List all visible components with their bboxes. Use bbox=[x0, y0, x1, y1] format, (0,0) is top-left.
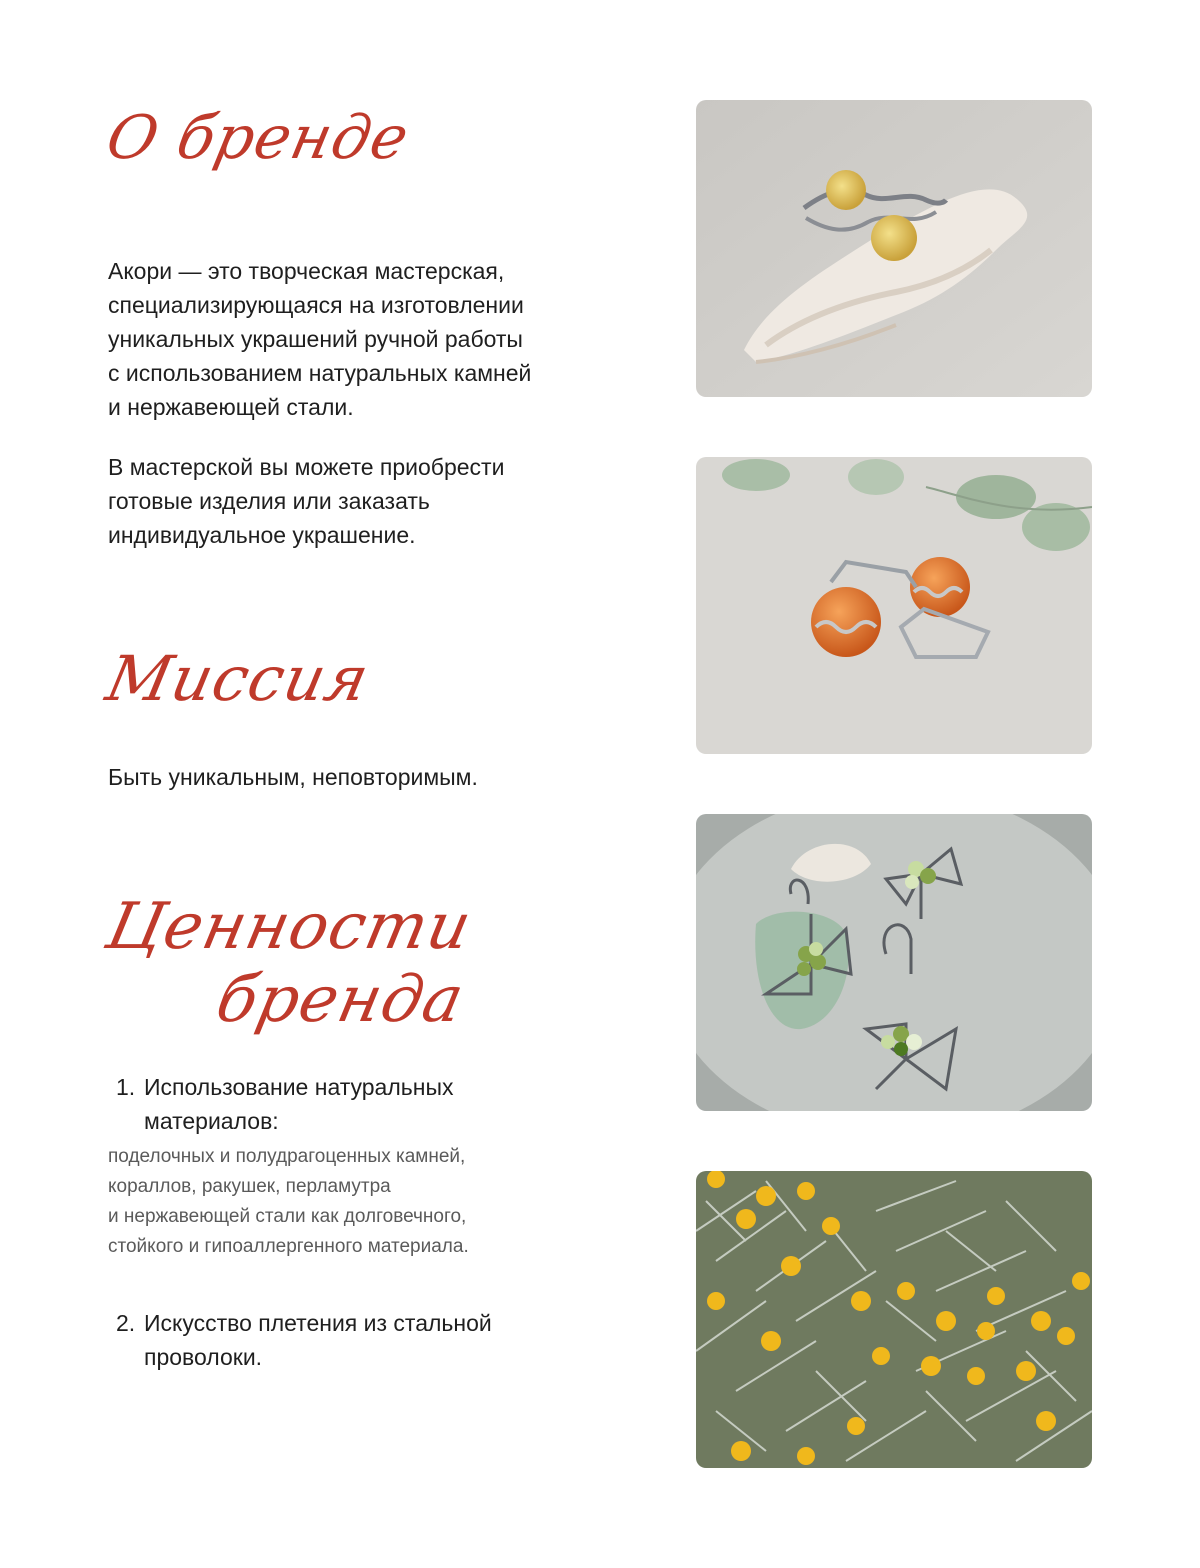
photo-santolina-flowers bbox=[696, 1171, 1092, 1468]
mission-heading: Миссия bbox=[100, 642, 376, 715]
values-item-number: 2. bbox=[116, 1310, 136, 1336]
values-item-text: Искусство плетения из стальной проволоки. bbox=[144, 1310, 492, 1370]
values-heading-line1: Ценности bbox=[100, 890, 479, 964]
photo-carnelian-earrings bbox=[696, 457, 1092, 754]
about-paragraph-2: В мастерской вы можете приобрести готовые изделия или заказать индивидуальное украшение. bbox=[108, 454, 505, 548]
values-item-1 bbox=[116, 1070, 556, 1138]
mission-text: Быть уникальным, неповторимым. bbox=[108, 764, 478, 790]
values-heading-line2: бренда bbox=[210, 963, 471, 1037]
values-item-1-details: поделочных и полудрагоценных камней, кораллов, ракушек, перламутра и нержавеющей стали как долговечного, стойкого и гипоаллергенного материала. bbox=[108, 1146, 469, 1257]
values-item-text: Использование натуральных материалов: bbox=[144, 1074, 454, 1134]
about-paragraph-1: Акори — это творческая мастерская, специализирующаяся на изготовлении уникальных украшений ручной работы с использованием натуральных камней и нержавеющей стали. bbox=[108, 258, 532, 420]
values-item-2 bbox=[116, 1306, 556, 1374]
photo-ring-on-shell bbox=[696, 100, 1092, 397]
about-heading: О бренде bbox=[100, 103, 416, 173]
values-item-number: 1. bbox=[116, 1074, 136, 1100]
photo-flower-jewelry bbox=[696, 814, 1092, 1111]
